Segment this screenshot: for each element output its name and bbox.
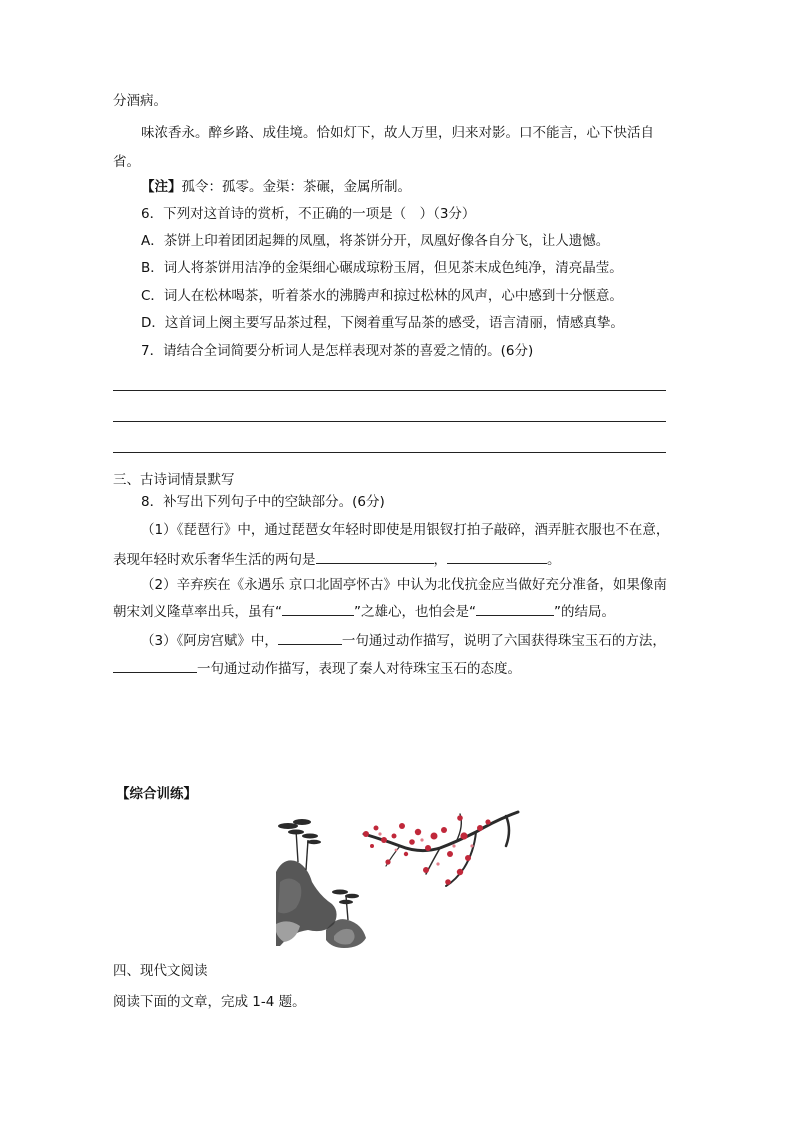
blank-5[interactable]: [278, 630, 342, 645]
note-label: 【注】: [141, 179, 182, 195]
note-line: [141, 177, 411, 197]
q8-item-1-line-1: （1）《琵琶行》中，通过琵琶女年轻时即使是用银钗打拍子敲碎，酒弄脏衣服也不在意，: [141, 522, 670, 538]
blank-6[interactable]: [113, 658, 197, 673]
q8-item-1-end: 。: [547, 552, 561, 568]
question-6-option-b: B．词人将茶饼用洁净的金渠细心碾成琼粉玉屑，但见茶末成色纯净，清亮晶莹。: [141, 260, 623, 276]
question-6-option-d: D．这首词上阕主要写品茶过程，下阕着重写品茶的感受，语言清丽，情感真挚。: [141, 315, 624, 331]
q8-item-3-line-1: [141, 630, 666, 651]
section-3-title: 三、古诗词情景默写: [113, 472, 235, 488]
blank-2[interactable]: [447, 549, 547, 564]
answer-line-2[interactable]: [113, 421, 666, 422]
q8-item-3-line-2-text: 一句通过动作描写，表现了秦人对待珠宝玉石的态度。: [197, 661, 521, 677]
blank-4[interactable]: [476, 601, 554, 616]
answer-line-1[interactable]: [113, 390, 666, 391]
q8-item-1-prompt: 表现年轻时欢乐奢华生活的两句是: [113, 552, 316, 568]
note-text: 孤令：孤零。金渠：茶碾，金属所制。: [181, 179, 411, 195]
q8-item-3-line-2: [113, 658, 521, 679]
q8-item-2-end: ”的结局。: [554, 604, 615, 620]
q8-item-2-line-2: [113, 601, 615, 622]
plum-blossom-illustration: [356, 806, 520, 888]
q8-item-1-sep: ，: [433, 552, 447, 568]
question-6-option-c: C．词人在松林喝茶，听着茶水的沸腾声和掠过松林的风声，心中感到十分惬意。: [141, 288, 623, 304]
section-4-title: 四、现代文阅读: [113, 963, 208, 979]
q8-item-1-line-2: [113, 549, 561, 570]
question-6-option-a: A．茶饼上印着团团起舞的凤凰，将茶饼分开，凤凰好像各自分飞，让人遗憾。: [141, 233, 610, 249]
blank-1[interactable]: [316, 549, 434, 564]
question-8-stem: 8．补写出下列句子中的空缺部分。(6分): [141, 494, 385, 510]
poem-line-1: 分酒病。: [113, 93, 167, 109]
question-6-stem: 6．下列对这首诗的赏析，不正确的一项是（ ）（3分）: [141, 206, 476, 222]
poem-line-2: 味浓香永。醉乡路、成佳境。恰如灯下，故人万里，归来对影。口不能言，心下快活自: [141, 125, 654, 141]
q8-item-2-middle: ”之雄心，也怕会是“: [354, 604, 476, 620]
blank-3[interactable]: [282, 601, 354, 616]
answer-line-3[interactable]: [113, 452, 666, 453]
section-4-instruction: 阅读下面的文章，完成 1-4 题。: [113, 994, 306, 1010]
question-7-stem: 7．请结合全词简要分析词人是怎样表现对茶的喜爱之情的。(6分): [141, 343, 534, 359]
q8-item-2-prompt: 朝宋刘义隆草率出兵，虽有“: [113, 604, 282, 620]
q8-item-2-line-1: （2）辛弃疾在《永遇乐 京口北固亭怀古》中认为北伐抗金应当做好充分准备，如果像南: [141, 577, 667, 593]
poem-line-3: 省。: [113, 154, 140, 170]
q8-item-3-rest: 一句通过动作描写，说明了六国获得珠宝玉石的方法，: [341, 633, 666, 649]
q8-item-3-prompt: （3）《阿房宫赋》中，: [141, 633, 278, 649]
training-title: 【综合训练】: [116, 786, 197, 802]
